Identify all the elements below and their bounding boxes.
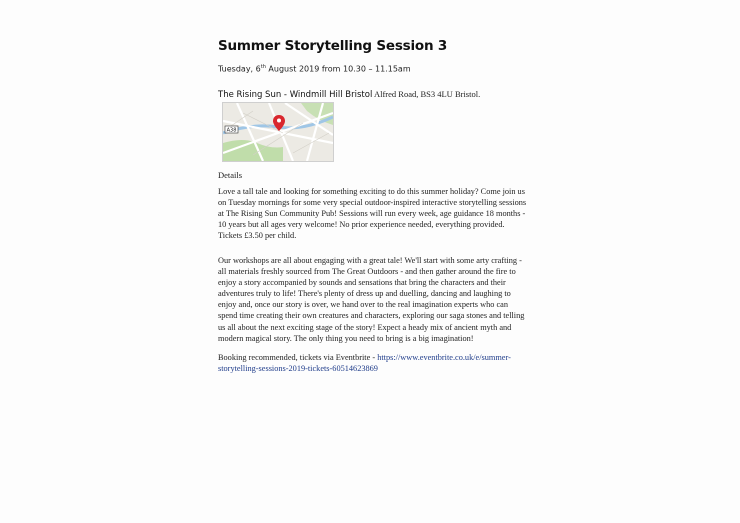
details-heading: Details (218, 170, 243, 180)
venue-address: Alfred Road, BS3 4LU Bristol. (372, 89, 481, 99)
event-date-prefix: Tuesday, 6 (218, 64, 261, 74)
booking-text: Booking recommended, tickets via Eventbrite - (218, 353, 378, 362)
paragraph-line: spend time creating their own creatures and characters, exploring our saga stones and telling (218, 311, 525, 321)
venue-map-graphic (223, 103, 333, 161)
paragraph-line: adventures truly to life! There's plenty of dress up and duelling, dancing and laughing to (218, 289, 511, 299)
description-paragraph-1 (218, 186, 536, 241)
eventbrite-link-part-1[interactable]: https://www.eventbrite.co.uk/e/summer- (377, 353, 511, 362)
paragraph-line: enjoy and, once our story is over, we hand over to the real imagination experts who can (218, 300, 508, 310)
document-title: Summer Storytelling Session 3 (218, 38, 448, 54)
paragraph-line: on Tuesday mornings for some very special outdoor-inspired interactive storytelling sessions (218, 198, 527, 208)
event-date (218, 64, 411, 74)
paragraph-line: us all about the next exciting stage of the story! Expect a heady mix of ancient myth and (218, 322, 512, 332)
paragraph-line: Our workshops are all about engaging with a great tale! We'll start with some arty crafting - (218, 256, 522, 265)
eventbrite-link-part-2[interactable]: storytelling-sessions-2019-tickets-60514623869 (218, 364, 378, 374)
booking-line-1 (218, 352, 548, 363)
paragraph-line: all materials freshly sourced from The Great Outdoors - and then gather around the fire to (218, 267, 516, 277)
paragraph-line: enjoy a story accompanied by sounds and sensations that bring the characters and their (218, 278, 506, 288)
booking-info (218, 352, 548, 374)
paragraph-line: Tickets £3.50 per child. (218, 231, 297, 241)
venue-name: The Rising Sun - Windmill Hill Bristol (218, 90, 373, 100)
paragraph-line: 10 years but all ages very welcome! No prior experience needed, everything provided. (218, 220, 505, 230)
paragraph-line: Love a tall tale and looking for something exciting to do this summer holiday? Come join us (218, 187, 525, 196)
event-venue (218, 84, 480, 102)
venue-map[interactable] (222, 102, 334, 162)
paragraph-line: modern magical story. The only thing you need to bring is a big imagination! (218, 333, 474, 343)
map-road-label: A38 (226, 127, 237, 134)
event-date-suffix: August 2019 from 10.30 – 11.15am (265, 64, 411, 74)
paragraph-line: at The Rising Sun Community Pub! Sessions will run every week, age guidance 18 months - (218, 209, 526, 219)
description-paragraph-2 (218, 255, 536, 344)
event-date-ordinal: th (260, 64, 266, 70)
